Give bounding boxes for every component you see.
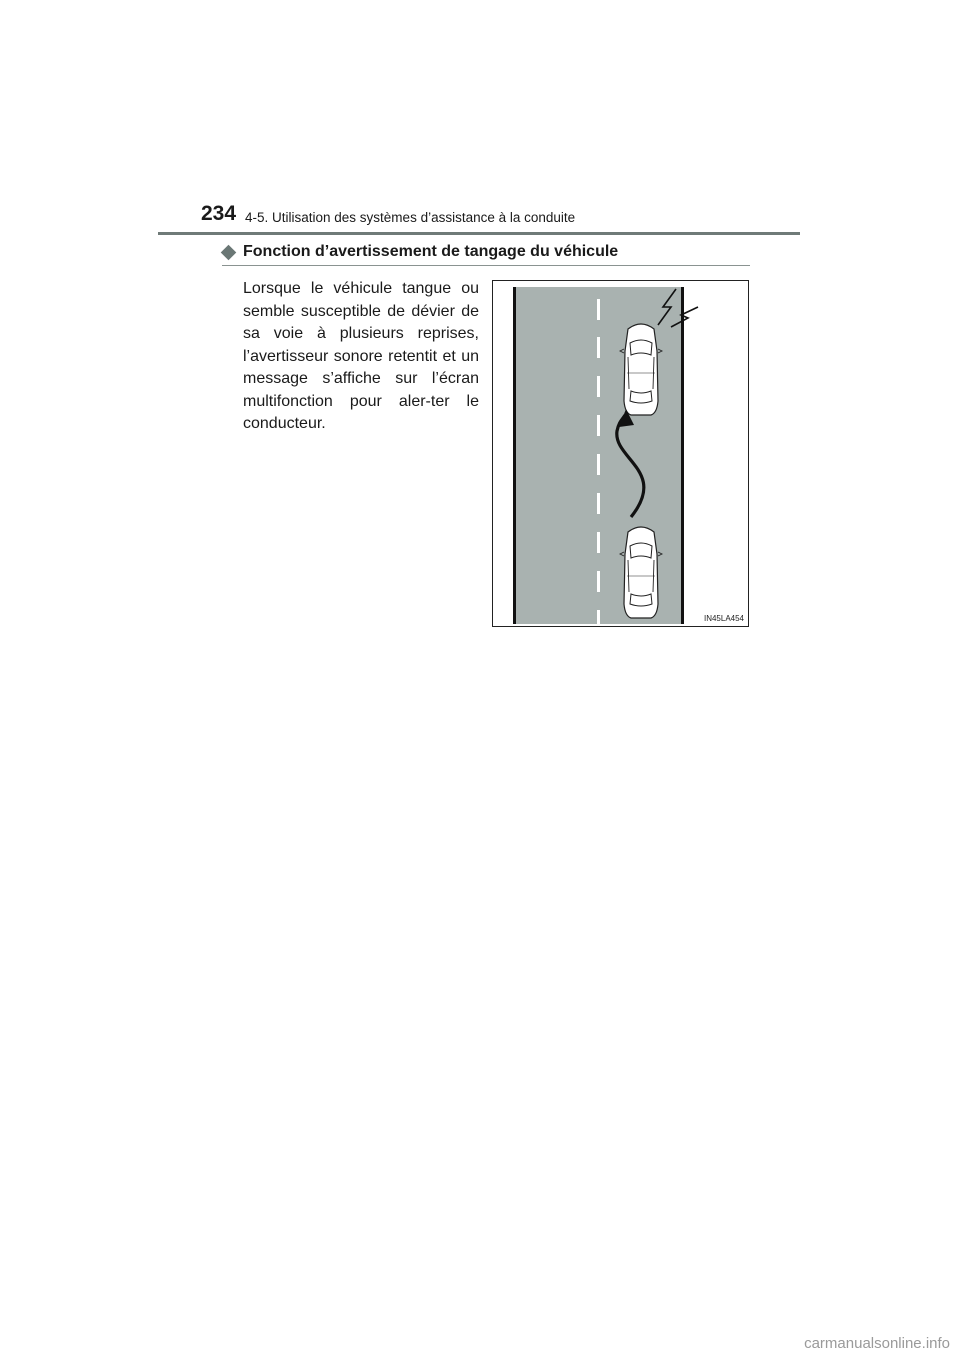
section-title: 4-5. Utilisation des systèmes d’assistance à la conduite [245,210,576,225]
right-edge-line [681,287,684,624]
page-number: 234 [201,202,237,225]
left-edge-line [513,287,516,624]
subheading [222,243,618,261]
road-illustration [493,281,750,628]
subheading-rule [222,265,750,266]
car-bottom-icon [620,527,662,618]
figure-code: IN45LA454 [703,614,744,623]
center-dashed-line [597,299,600,624]
diamond-bullet-icon [221,244,237,260]
lane-departure-figure [492,280,749,627]
car-top-icon [620,324,662,415]
watermark: carmanualsonline.info [804,1335,950,1352]
subheading-title: Fonction d’avertissement de tangage du véhicule [243,243,619,260]
body-paragraph: Lorsque le véhicule tangue ou semble susceptible de dévier de sa voie à plusieurs reprises, l’avertisseur sonore retentit et un message s’affiche sur l’écran multifonction pour aler-ter le conducteur. [243,280,479,432]
header-rule [158,232,800,235]
